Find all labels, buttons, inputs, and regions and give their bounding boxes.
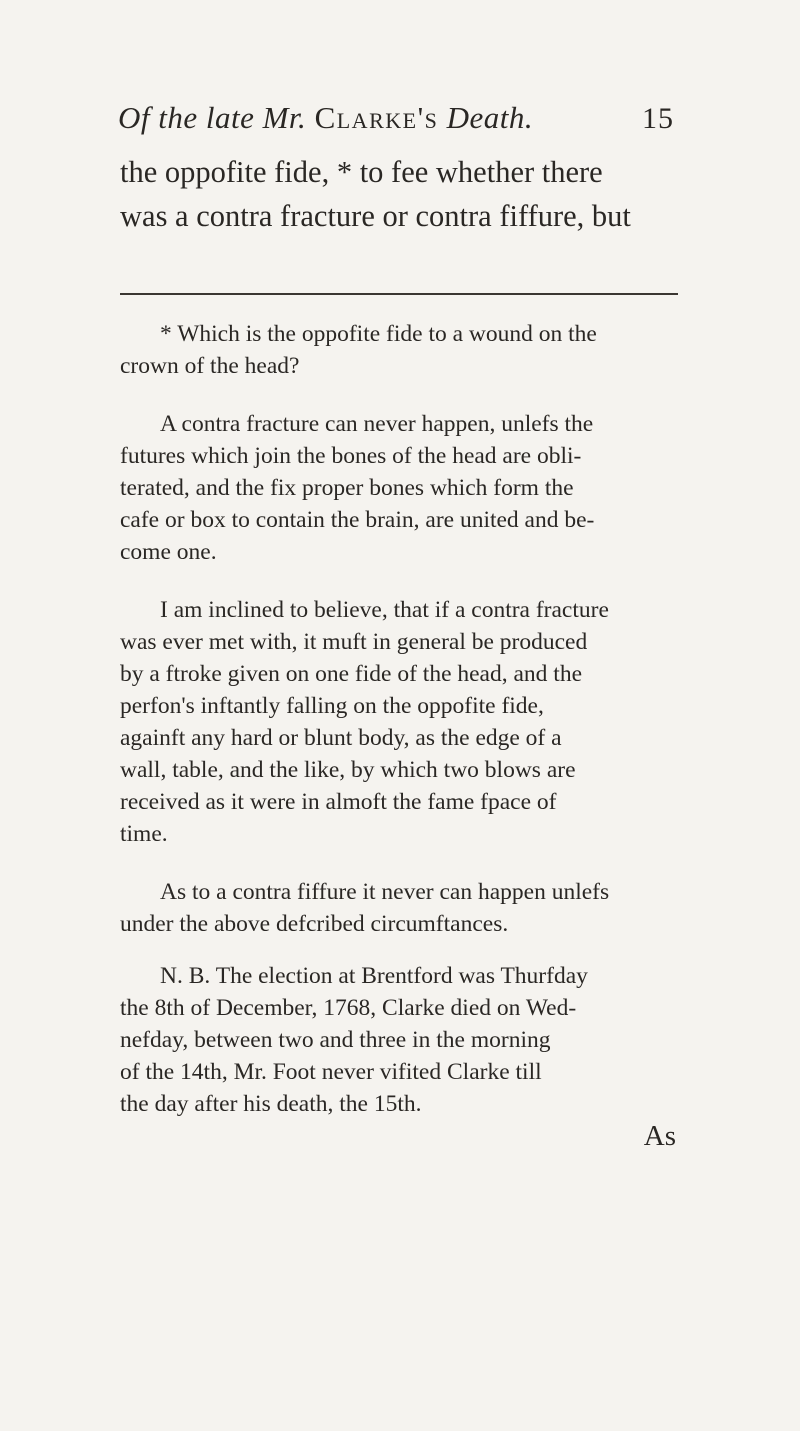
running-head-name: Clarke's — [314, 100, 439, 135]
footnote-line: cafe or box to contain the brain, are united and be- — [120, 507, 595, 533]
footnote-line: nefday, between two and three in the morning — [120, 1027, 551, 1053]
paragraph-gap — [120, 850, 682, 876]
page-number: 15 — [642, 102, 674, 135]
text-line: was a contra fracture or contra fiffure, but — [120, 199, 631, 233]
footnote-line: terated, and the fix proper bones which form the — [120, 475, 574, 501]
running-head-prefix: Of the late Mr. — [118, 100, 307, 135]
running-head — [118, 100, 533, 136]
main-text — [120, 150, 680, 238]
footnote-line: crown of the head? — [120, 353, 300, 379]
footnote-line: was ever met with, it muft in general be produced — [120, 629, 588, 655]
footnote-line: againft any hard or blunt body, as the edge of a — [120, 725, 562, 751]
page-header — [118, 100, 674, 140]
footnote-rule — [120, 293, 678, 295]
catchword: As — [643, 1120, 676, 1152]
footnote — [120, 318, 682, 1152]
paragraph-gap — [120, 382, 682, 408]
footnote-line: by a ftroke given on one fide of the head, and the — [120, 661, 583, 687]
footnote-line: wall, table, and the like, by which two blows are — [120, 757, 576, 783]
footnote-line: A contra fracture can never happen, unlefs the — [160, 411, 594, 437]
footnote-line: perfon's inftantly falling on the oppofite fide, — [120, 693, 544, 719]
footnote-line: I am inclined to believe, that if a contra fracture — [160, 597, 609, 623]
text-line: the oppofite fide, * to fee whether there — [120, 155, 603, 189]
footnote-line: As to a contra fiffure it never can happen unlefs — [160, 879, 610, 905]
running-head-suffix: Death. — [446, 100, 534, 135]
footnote-line: the day after his death, the 15th. — [120, 1091, 422, 1117]
paragraph-gap — [120, 940, 682, 960]
footnote-line: N. B. The election at Brentford was Thurfday — [160, 963, 588, 989]
footnote-line: under the above defcribed circumftances. — [120, 911, 509, 937]
footnote-line: futures which join the bones of the head are obli- — [120, 443, 582, 469]
footnote-line: time. — [120, 821, 168, 847]
footnote-line: of the 14th, Mr. Foot never vifited Clarke till — [120, 1059, 542, 1085]
footnote-line: received as it were in almoft the fame fpace of — [120, 789, 557, 815]
footnote-line: come one. — [120, 539, 217, 565]
footnote-line: the 8th of December, 1768, Clarke died on Wed- — [120, 995, 577, 1021]
paragraph-gap — [120, 568, 682, 594]
footnote-line: * Which is the oppofite fide to a wound on the — [160, 321, 597, 347]
